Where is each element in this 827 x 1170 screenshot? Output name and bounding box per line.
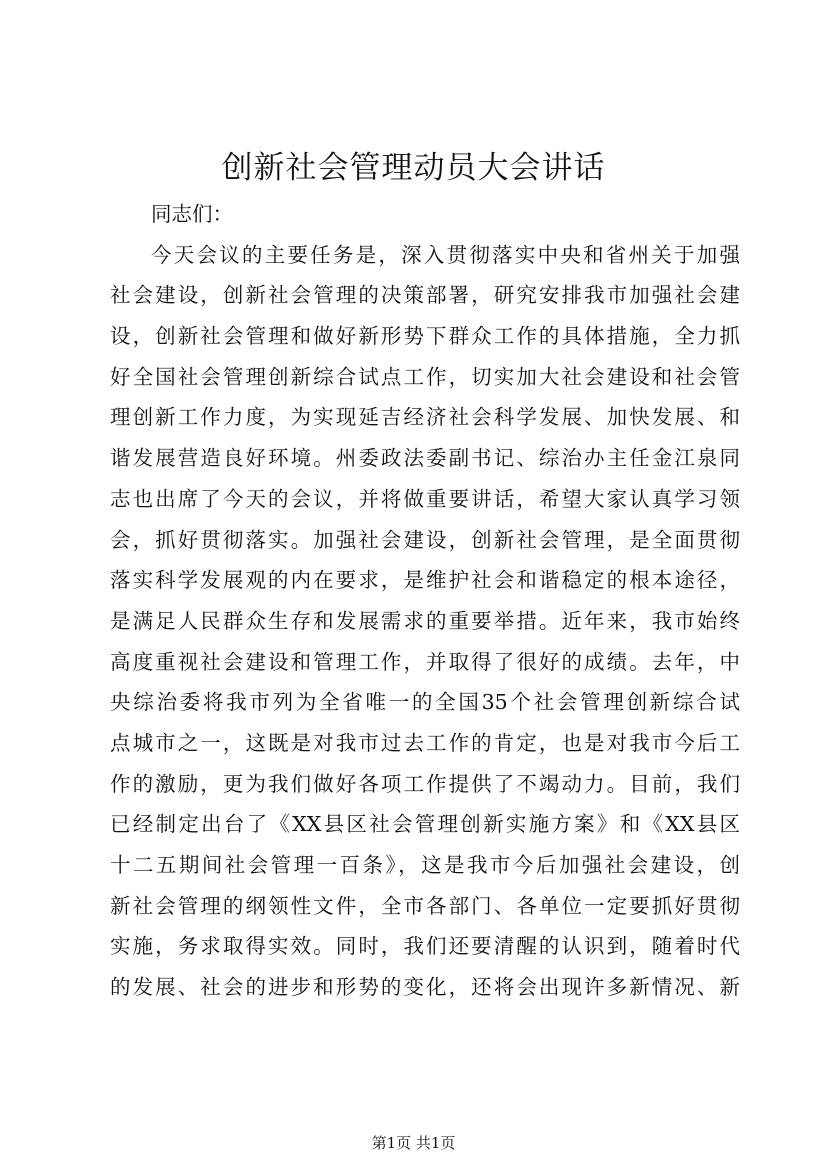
body-line: 的发展、社会的进步和形势的变化，还将会出现许多新情况、新 [110, 975, 740, 1000]
body-line: 谐发展营造良好环境。州委政法委副书记、综治办主任金江泉同 [110, 446, 740, 471]
body-line: 理创新工作力度，为实现延吉经济社会科学发展、加快发展、和 [110, 405, 740, 430]
document-body [110, 194, 740, 1008]
body-line: 实施，务求取得实效。同时，我们还要清醒的认识到，随着时代 [110, 934, 740, 959]
body-line: 已经制定出台了《XX县区社会管理创新实施方案》和《XX县区 [110, 812, 740, 837]
body-line: 点城市之一，这既是对我市过去工作的肯定，也是对我市今后工 [110, 730, 740, 755]
body-line: 新社会管理的纲领性文件，全市各部门、各单位一定要抓好贯彻 [110, 893, 740, 918]
body-line: 落实科学发展观的内在要求，是维护社会和谐稳定的根本途径， [110, 568, 740, 593]
body-line: 十二五期间社会管理一百条》，这是我市今后加强社会建设，创 [110, 853, 740, 877]
body-line: 高度重视社会建设和管理工作，并取得了很好的成绩。去年，中 [110, 649, 740, 674]
body-line: 志也出席了今天的会议，并将做重要讲话，希望大家认真学习领 [110, 486, 740, 511]
body-line: 设，创新社会管理和做好新形势下群众工作的具体措施，全力抓 [110, 324, 740, 349]
page-number: 第1页 共1页 [371, 1134, 456, 1152]
body-line: 今天会议的主要任务是，深入贯彻落实中央和省州关于加强 [151, 242, 740, 267]
document-title: 创新社会管理动员大会讲话 [221, 150, 606, 186]
body-line: 是满足人民群众生存和发展需求的重要举措。近年来，我市始终 [110, 608, 740, 633]
body-line: 作的激励，更为我们做好各项工作提供了不竭动力。目前，我们 [110, 771, 740, 796]
body-line: 会，抓好贯彻落实。加强社会建设，创新社会管理，是全面贯彻 [110, 527, 740, 552]
body-line: 央综治委将我市列为全省唯一的全国35个社会管理创新综合试 [110, 690, 740, 715]
body-line: 社会建设，创新社会管理的决策部署，研究安排我市加强社会建 [110, 283, 740, 308]
salutation: 同志们： [151, 202, 233, 226]
body-line: 好全国社会管理创新综合试点工作，切实加大社会建设和社会管 [110, 364, 740, 389]
